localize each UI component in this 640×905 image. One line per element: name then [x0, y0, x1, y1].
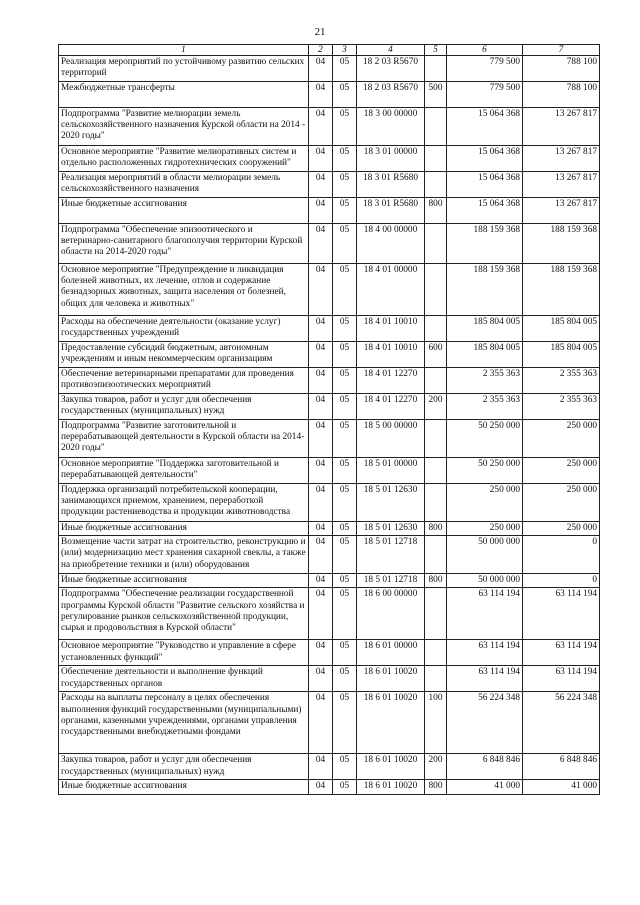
row-name-cell: Реализация мероприятий по устойчивому развитию сельских территорий: [59, 56, 309, 82]
row-c7-cell: 41 000: [523, 780, 600, 794]
row-c3-cell: 05: [333, 368, 357, 394]
row-c3-cell: 05: [333, 146, 357, 172]
row-c2-cell: 04: [309, 484, 333, 522]
row-c3-cell: 05: [333, 780, 357, 794]
row-c4-cell: 18 4 01 10010: [357, 342, 425, 368]
row-c4-cell: 18 5 01 12718: [357, 574, 425, 588]
row-c6-cell: 63 114 194: [447, 588, 523, 640]
row-c3-cell: 05: [333, 224, 357, 264]
row-name-cell: Основное мероприятие "Руководство и управление в сфере установленных функций": [59, 640, 309, 666]
budget-table: [58, 44, 600, 795]
row-c3-cell: 05: [333, 420, 357, 458]
row-c4-cell: 18 6 01 10020: [357, 692, 425, 754]
row-c7-cell: 2 355 363: [523, 394, 600, 420]
table-row: [59, 692, 600, 754]
row-name-cell: Поддержка организаций потребительской кооперации, занимающихся приемом, хранением, переработкой продукции растениеводства и продукции животноводства: [59, 484, 309, 522]
row-c7-cell: 0: [523, 536, 600, 574]
row-c3-cell: 05: [333, 588, 357, 640]
row-c5-cell: 800: [425, 574, 447, 588]
row-c4-cell: 18 3 00 00000: [357, 108, 425, 146]
table-row: [59, 780, 600, 794]
row-c4-cell: 18 5 01 12630: [357, 484, 425, 522]
table-row: [59, 368, 600, 394]
row-c6-cell: 185 804 005: [447, 316, 523, 342]
row-c5-cell: [425, 536, 447, 574]
header-cell: 4: [357, 45, 425, 56]
row-c6-cell: 188 159 368: [447, 224, 523, 264]
table-row: [59, 56, 600, 82]
row-c6-cell: 15 064 368: [447, 198, 523, 224]
row-name-cell: Обеспечение ветеринарными препаратами для проведения противоэпизоотических мероприятий: [59, 368, 309, 394]
row-c5-cell: [425, 484, 447, 522]
row-c2-cell: 04: [309, 342, 333, 368]
row-c5-cell: [425, 56, 447, 82]
row-c7-cell: 2 355 363: [523, 368, 600, 394]
row-c2-cell: 04: [309, 172, 333, 198]
table-row: [59, 588, 600, 640]
row-c6-cell: 63 114 194: [447, 666, 523, 692]
row-c6-cell: 2 355 363: [447, 368, 523, 394]
row-c3-cell: 05: [333, 522, 357, 536]
row-c7-cell: 6 848 846: [523, 754, 600, 780]
table-row: [59, 394, 600, 420]
row-c4-cell: 18 4 01 10010: [357, 316, 425, 342]
row-c7-cell: 185 804 005: [523, 342, 600, 368]
row-c4-cell: 18 3 01 00000: [357, 146, 425, 172]
row-name-cell: Иные бюджетные ассигнования: [59, 522, 309, 536]
row-c5-cell: 800: [425, 780, 447, 794]
row-c5-cell: 500: [425, 82, 447, 108]
row-c6-cell: 185 804 005: [447, 342, 523, 368]
row-c3-cell: 05: [333, 692, 357, 754]
row-c2-cell: 04: [309, 640, 333, 666]
table-row: [59, 420, 600, 458]
row-c2-cell: 04: [309, 666, 333, 692]
row-c6-cell: 50 250 000: [447, 420, 523, 458]
row-c6-cell: 250 000: [447, 484, 523, 522]
row-c7-cell: 185 804 005: [523, 316, 600, 342]
row-c5-cell: 600: [425, 342, 447, 368]
row-c7-cell: 188 159 368: [523, 224, 600, 264]
row-c3-cell: 05: [333, 264, 357, 316]
row-c6-cell: 188 159 368: [447, 264, 523, 316]
row-c7-cell: 13 267 817: [523, 198, 600, 224]
row-c7-cell: 0: [523, 574, 600, 588]
row-c5-cell: 100: [425, 692, 447, 754]
row-c3-cell: 05: [333, 108, 357, 146]
row-name-cell: Основное мероприятие "Поддержка заготовительной и перерабатывающей деятельности": [59, 458, 309, 484]
row-c2-cell: 04: [309, 522, 333, 536]
row-c7-cell: 13 267 817: [523, 108, 600, 146]
row-c4-cell: 18 5 01 12718: [357, 536, 425, 574]
row-c2-cell: 04: [309, 754, 333, 780]
row-c7-cell: 788 100: [523, 56, 600, 82]
row-name-cell: Иные бюджетные ассигнования: [59, 574, 309, 588]
row-c5-cell: [425, 420, 447, 458]
row-c3-cell: 05: [333, 82, 357, 108]
row-c3-cell: 05: [333, 640, 357, 666]
row-c7-cell: 63 114 194: [523, 640, 600, 666]
table-row: [59, 342, 600, 368]
row-c5-cell: 800: [425, 522, 447, 536]
row-c5-cell: 200: [425, 754, 447, 780]
row-c4-cell: 18 6 01 10020: [357, 666, 425, 692]
table-row: [59, 522, 600, 536]
table-row: [59, 574, 600, 588]
row-c4-cell: 18 6 00 00000: [357, 588, 425, 640]
row-c6-cell: 2 355 363: [447, 394, 523, 420]
table-row: [59, 754, 600, 780]
row-c5-cell: [425, 368, 447, 394]
row-c4-cell: 18 4 01 00000: [357, 264, 425, 316]
row-c5-cell: [425, 588, 447, 640]
row-c7-cell: 188 159 368: [523, 264, 600, 316]
table-row: [59, 264, 600, 316]
row-c6-cell: 6 848 846: [447, 754, 523, 780]
row-c3-cell: 05: [333, 56, 357, 82]
row-c6-cell: 15 064 368: [447, 108, 523, 146]
row-c4-cell: 18 3 01 R5680: [357, 172, 425, 198]
row-c2-cell: 04: [309, 108, 333, 146]
table-row: [59, 536, 600, 574]
row-c3-cell: 05: [333, 394, 357, 420]
table-row: [59, 108, 600, 146]
row-c2-cell: 04: [309, 458, 333, 484]
row-c4-cell: 18 2 03 R5670: [357, 56, 425, 82]
table-row: [59, 172, 600, 198]
row-c6-cell: 50 000 000: [447, 574, 523, 588]
row-name-cell: Расходы на обеспечение деятельности (оказание услуг) государственных учреждений: [59, 316, 309, 342]
header-cell: 7: [523, 45, 600, 56]
row-c3-cell: 05: [333, 342, 357, 368]
row-c7-cell: 56 224 348: [523, 692, 600, 754]
row-c6-cell: 250 000: [447, 522, 523, 536]
row-name-cell: Иные бюджетные ассигнования: [59, 780, 309, 794]
row-c2-cell: 04: [309, 82, 333, 108]
row-c5-cell: 200: [425, 394, 447, 420]
row-c6-cell: 779 500: [447, 56, 523, 82]
row-name-cell: Подпрограмма "Развитие заготовительной и перерабатывающей деятельности в Курской области на 2014-2020 годы": [59, 420, 309, 458]
row-c3-cell: 05: [333, 666, 357, 692]
table-row: [59, 224, 600, 264]
row-c5-cell: [425, 146, 447, 172]
row-c3-cell: 05: [333, 754, 357, 780]
row-c6-cell: 15 064 368: [447, 146, 523, 172]
row-c4-cell: 18 4 01 12270: [357, 394, 425, 420]
row-c2-cell: 04: [309, 368, 333, 394]
header-cell: 2: [309, 45, 333, 56]
row-name-cell: Подпрограмма "Развитие мелиорации земель сельскохозяйственного назначения Курской области на 2014 - 2020 годы": [59, 108, 309, 146]
row-c7-cell: 250 000: [523, 522, 600, 536]
header-cell: 5: [425, 45, 447, 56]
row-c5-cell: [425, 458, 447, 484]
row-c5-cell: [425, 108, 447, 146]
row-c6-cell: 50 000 000: [447, 536, 523, 574]
row-name-cell: Подпрограмма "Обеспечение реализации государственной программы Курской области "Развитие сельского хозяйства и регулирование рынков сельскохозяйственной продукции, сырья и продовольствия в Курской области": [59, 588, 309, 640]
header-cell: 3: [333, 45, 357, 56]
row-c4-cell: 18 5 01 00000: [357, 458, 425, 484]
row-name-cell: Расходы на выплаты персоналу в целях обеспечения выполнения функций государственными (муниципальными) органами, казенными учреждениями, органами управления государственными внебюджетными фондами: [59, 692, 309, 754]
row-c5-cell: [425, 224, 447, 264]
row-name-cell: Основное мероприятие "Предупреждение и ликвидация болезней животных, их лечение, отлов и содержание безнадзорных животных, защита населения от болезней, общих для человека и животных": [59, 264, 309, 316]
table-row: [59, 198, 600, 224]
row-c3-cell: 05: [333, 536, 357, 574]
row-c4-cell: 18 2 03 R5670: [357, 82, 425, 108]
row-name-cell: Обеспечение деятельности и выполнение функций государственных органов: [59, 666, 309, 692]
row-c5-cell: [425, 666, 447, 692]
row-c2-cell: 04: [309, 692, 333, 754]
row-c4-cell: 18 5 00 00000: [357, 420, 425, 458]
row-c2-cell: 04: [309, 224, 333, 264]
row-c5-cell: [425, 264, 447, 316]
row-c2-cell: 04: [309, 588, 333, 640]
row-c6-cell: 779 500: [447, 82, 523, 108]
row-c3-cell: 05: [333, 484, 357, 522]
row-c6-cell: 50 250 000: [447, 458, 523, 484]
row-c7-cell: 250 000: [523, 420, 600, 458]
row-name-cell: Реализация мероприятий в области мелиорации земель сельскохозяйственного назначения: [59, 172, 309, 198]
row-c7-cell: 63 114 194: [523, 666, 600, 692]
table-row: [59, 640, 600, 666]
row-c3-cell: 05: [333, 458, 357, 484]
row-c4-cell: 18 6 01 10020: [357, 780, 425, 794]
row-c6-cell: 56 224 348: [447, 692, 523, 754]
row-c2-cell: 04: [309, 574, 333, 588]
row-name-cell: Предоставление субсидий бюджетным, автономным учреждениям и иным некоммерческим организациям: [59, 342, 309, 368]
row-c3-cell: 05: [333, 198, 357, 224]
table-row: [59, 146, 600, 172]
row-c2-cell: 04: [309, 198, 333, 224]
row-c7-cell: 13 267 817: [523, 146, 600, 172]
table-row: [59, 484, 600, 522]
row-c5-cell: [425, 172, 447, 198]
row-c7-cell: 13 267 817: [523, 172, 600, 198]
header-cell: 1: [59, 45, 309, 56]
row-c4-cell: 18 4 01 12270: [357, 368, 425, 394]
row-c2-cell: 04: [309, 420, 333, 458]
row-c6-cell: 63 114 194: [447, 640, 523, 666]
row-c4-cell: 18 6 01 10020: [357, 754, 425, 780]
row-c5-cell: [425, 640, 447, 666]
row-c2-cell: 04: [309, 264, 333, 316]
table-row: [59, 666, 600, 692]
row-name-cell: Закупка товаров, работ и услуг для обеспечения государственных (муниципальных) нужд: [59, 394, 309, 420]
table-row: [59, 82, 600, 108]
row-c2-cell: 04: [309, 536, 333, 574]
row-c7-cell: 788 100: [523, 82, 600, 108]
row-c4-cell: 18 5 01 12630: [357, 522, 425, 536]
row-c2-cell: 04: [309, 56, 333, 82]
row-name-cell: Основное мероприятие "Развитие мелиоративных систем и отдельно расположенных гидротехнических сооружений": [59, 146, 309, 172]
row-name-cell: Межбюджетные трансферты: [59, 82, 309, 108]
row-c7-cell: 63 114 194: [523, 588, 600, 640]
row-name-cell: Подпрограмма "Обеспечение эпизоотического и ветеринарно-санитарного благополучия территории Курской области на 2014-2020 годы": [59, 224, 309, 264]
row-c2-cell: 04: [309, 780, 333, 794]
row-c2-cell: 04: [309, 146, 333, 172]
row-c6-cell: 41 000: [447, 780, 523, 794]
row-name-cell: Возмещение части затрат на строительство, реконструкцию и (или) модернизацию мест хранения сахарной свеклы, а также на приобретение техники и (или) оборудования: [59, 536, 309, 574]
row-c3-cell: 05: [333, 316, 357, 342]
header-cell: 6: [447, 45, 523, 56]
row-c4-cell: 18 6 01 00000: [357, 640, 425, 666]
page-number: 21: [314, 26, 326, 38]
row-c4-cell: 18 3 01 R5680: [357, 198, 425, 224]
table-row: [59, 316, 600, 342]
row-c2-cell: 04: [309, 316, 333, 342]
row-c3-cell: 05: [333, 574, 357, 588]
row-c4-cell: 18 4 00 00000: [357, 224, 425, 264]
row-c5-cell: [425, 316, 447, 342]
table-row: [59, 458, 600, 484]
row-c3-cell: 05: [333, 172, 357, 198]
row-name-cell: Закупка товаров, работ и услуг для обеспечения государственных (муниципальных) нужд: [59, 754, 309, 780]
row-c6-cell: 15 064 368: [447, 172, 523, 198]
row-c7-cell: 250 000: [523, 458, 600, 484]
row-name-cell: Иные бюджетные ассигнования: [59, 198, 309, 224]
table-header-row: [59, 45, 600, 56]
row-c5-cell: 800: [425, 198, 447, 224]
row-c7-cell: 250 000: [523, 484, 600, 522]
row-c2-cell: 04: [309, 394, 333, 420]
